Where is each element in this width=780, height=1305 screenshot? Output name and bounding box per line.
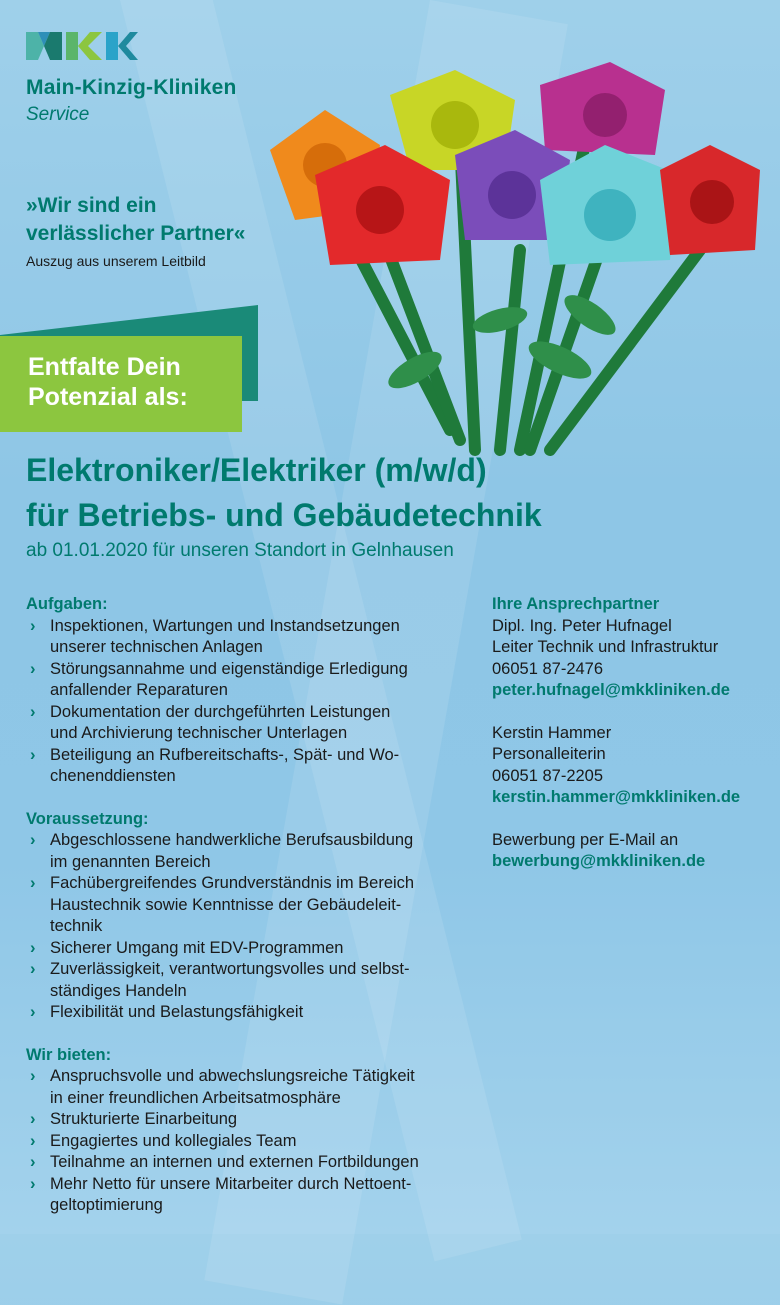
leitbild-quote bbox=[26, 192, 245, 248]
contact-phone: 06051 87-2476 bbox=[492, 659, 604, 678]
org-name: Main-Kinzig-Kliniken bbox=[26, 76, 237, 99]
contact-column bbox=[492, 594, 772, 873]
contact-email-link[interactable]: peter.hufnagel@mkkliniken.de bbox=[492, 681, 730, 699]
banner-line: Potenzial als: bbox=[28, 383, 188, 411]
list-item: › Mehr Netto für unsere Mitarbeiter durch Nettoent- geltoptimierung bbox=[26, 1174, 476, 1217]
quote-source: Auszug aus unserem Leitbild bbox=[26, 253, 206, 269]
banner-text bbox=[28, 352, 188, 412]
list-item: › Teilnahme an internen und externen Fortbildungen bbox=[26, 1152, 476, 1174]
contact-name: Dipl. Ing. Peter Hufnagel bbox=[492, 616, 672, 635]
contact-role: Personalleiterin bbox=[492, 745, 606, 763]
rose-magenta bbox=[540, 62, 665, 155]
requirements-column bbox=[26, 594, 476, 1217]
contact-role: Leiter Technik und Infrastruktur bbox=[492, 638, 719, 656]
bieten-heading: Wir bieten: bbox=[26, 1045, 112, 1064]
voraussetzung-list bbox=[26, 830, 476, 1024]
list-item: › Strukturierte Einarbeitung bbox=[26, 1109, 476, 1131]
rose-red-right bbox=[660, 145, 760, 255]
banner-line: Entfalte Dein bbox=[28, 353, 181, 381]
contact-email-link[interactable]: kerstin.hammer@mkkliniken.de bbox=[492, 788, 741, 806]
voraussetzung-heading: Voraussetzung: bbox=[26, 809, 149, 828]
contact-name: Kerstin Hammer bbox=[492, 723, 612, 742]
mkk-logo-mark bbox=[26, 28, 138, 64]
list-item: › Beteiligung an Rufbereitschafts-, Spät- und Wo- chenenddiensten bbox=[26, 745, 476, 788]
list-item: › Flexibilität und Belastungsfähigkeit bbox=[26, 1002, 476, 1024]
job-title bbox=[26, 448, 542, 538]
job-title-line: Elektroniker/Elektriker (m/w/d) bbox=[26, 452, 487, 488]
quote-line: verlässlicher Partner« bbox=[26, 222, 246, 245]
contact-heading: Ihre Ansprechpartner bbox=[492, 595, 660, 613]
list-item: › Störungsannahme und eigenständige Erledigung anfallender Reparaturen bbox=[26, 659, 476, 702]
org-subtitle: Service bbox=[26, 104, 90, 125]
aufgaben-heading: Aufgaben: bbox=[26, 595, 108, 613]
list-item: › Sicherer Umgang mit EDV-Programmen bbox=[26, 938, 476, 960]
list-item: › Inspektionen, Wartungen und Instandsetzungen unserer technischen Anlagen bbox=[26, 616, 476, 659]
list-item: › Engagiertes und kollegiales Team bbox=[26, 1131, 476, 1153]
list-item: › Zuverlässigkeit, verantwortungsvolles und selbst- ständiges Handeln bbox=[26, 959, 476, 1002]
origami-roses-illustration bbox=[250, 50, 770, 470]
list-item: › Abgeschlossene handwerkliche Berufsausbildung im genannten Bereich bbox=[26, 830, 476, 873]
mkk-logo bbox=[26, 28, 138, 69]
quote-line: »Wir sind ein bbox=[26, 194, 157, 217]
aufgaben-list bbox=[26, 616, 476, 788]
apply-email-link[interactable]: bewerbung@mkkliniken.de bbox=[492, 852, 706, 870]
list-item: › Fachübergreifendes Grundverständnis im Bereich Haustechnik sowie Kenntnisse der Gebäudeleit- technik bbox=[26, 873, 476, 938]
contact-phone: 06051 87-2205 bbox=[492, 766, 604, 785]
list-item: › Dokumentation der durchgeführten Leistungen und Archivierung technischer Unterlagen bbox=[26, 702, 476, 745]
apply-label: Bewerbung per E-Mail an bbox=[492, 830, 679, 849]
list-item: › Anspruchsvolle und abwechslungsreiche Tätigkeit in einer freundlichen Arbeitsatmosphäre bbox=[26, 1066, 476, 1109]
bieten-list bbox=[26, 1066, 476, 1217]
job-title-line: für Betriebs- und Gebäudetechnik bbox=[26, 497, 542, 533]
job-subtitle: ab 01.01.2020 für unseren Standort in Gelnhausen bbox=[26, 540, 454, 561]
